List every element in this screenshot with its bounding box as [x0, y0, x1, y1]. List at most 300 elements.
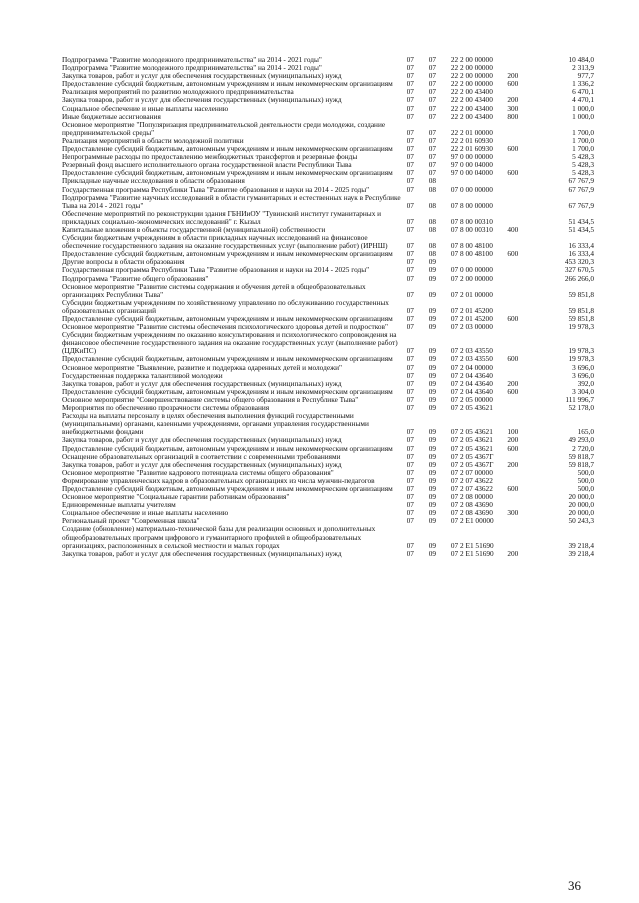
row-subsection: 09: [428, 323, 437, 332]
row-target-article: 07 2 08 00000: [450, 493, 493, 502]
table-row: [62, 315, 594, 323]
row-expense-type: 600: [507, 145, 519, 154]
row-expense-type: 300: [507, 509, 519, 518]
table-row: [62, 461, 594, 469]
row-target-article: 07 2 05 43621: [450, 436, 493, 445]
row-subsection: 07: [428, 169, 437, 178]
row-amount: 59 851,8: [568, 305, 594, 315]
row-amount: 1 700,0: [572, 136, 594, 145]
row-amount: 3 696,0: [572, 363, 594, 372]
row-expense-type: [507, 121, 537, 137]
row-section: 07: [406, 468, 414, 477]
table-row: [62, 412, 594, 436]
row-target-article: 07 2 01 45200: [450, 305, 493, 315]
table-row: [62, 56, 594, 64]
row-name: Формирование управленческих кадров в образовательных организациях из числа мужчин-педагогов: [62, 476, 375, 485]
row-subsection: 09: [428, 315, 437, 323]
row-target-article: 22 2 01 00000: [450, 127, 493, 137]
row-target-article: 22 2 00 43400: [450, 96, 493, 105]
row-subsection: 09: [428, 266, 437, 275]
row-name: Прикладные научные исследования в области образования: [62, 177, 245, 186]
row-name: Предоставление субсидий бюджетным, автономным учреждениям и иным некоммерческим организациям: [62, 355, 393, 364]
row-expense-type: [507, 88, 537, 96]
row-name: Государственная программа Республики Тыва "Развитие образования и науки на 2014 - 2025 годы": [62, 266, 370, 275]
row-amount: 165,0: [577, 427, 594, 437]
table-row: [62, 275, 594, 283]
row-section: 07: [406, 501, 414, 510]
table-row: [62, 96, 594, 104]
row-target-article: 07 8 00 48100: [450, 250, 493, 259]
row-subsection: 09: [428, 371, 437, 380]
row-name: Закупка товаров, работ и услуг для обеспечения государственных (муниципальных) нужд: [62, 549, 342, 558]
row-amount: 6 470,1: [572, 88, 594, 97]
row-name: Основное мероприятие "Популяризация предпринимательской деятельности среди молодежи, создание предпринимательской среды": [62, 120, 386, 137]
row-target-article: 07 8 00 48100: [450, 241, 493, 251]
row-expense-type: 600: [507, 387, 519, 396]
row-target-article: 07 2 07 00000: [450, 468, 493, 477]
row-target-article: 22 2 00 43400: [450, 88, 493, 97]
row-name: Основное мероприятие "Развитие кадрового потенциала системы общего образования": [62, 468, 334, 477]
row-name: Основное мероприятие "Развитие системы содержания и обучения детей в общеобразовательных организациях Республики Тыва": [62, 282, 366, 299]
row-section: 07: [406, 64, 414, 73]
row-subsection: 09: [428, 289, 437, 299]
row-amount: 67 767,9: [568, 177, 594, 186]
row-name: Региональный проект "Современная школа": [62, 517, 200, 526]
table-row: [62, 113, 594, 121]
table-row: [62, 299, 594, 315]
row-section: 07: [406, 104, 414, 113]
row-subsection: 08: [428, 216, 437, 226]
row-name: Расходы на выплаты персоналу в целях обеспечения выполнения функций государственными (муниципальными) органами, казенными учреждениями, органами управления государственными внебюджетными фондами: [62, 412, 369, 437]
row-subsection: 07: [428, 127, 437, 137]
row-amount: 1 000,0: [572, 104, 594, 113]
row-subsection: 09: [428, 468, 437, 477]
row-expense-type: 200: [507, 379, 519, 388]
row-section: 07: [406, 136, 414, 145]
row-section: 07: [406, 436, 414, 445]
row-subsection: 09: [428, 476, 437, 485]
row-expense-type: 200: [507, 549, 519, 558]
row-amount: 500,0: [577, 476, 594, 485]
row-subsection: 07: [428, 145, 437, 154]
row-amount: 2 313,9: [572, 64, 594, 73]
row-expense-type: [507, 453, 537, 461]
table-row: [62, 509, 594, 517]
row-target-article: 07 2 07 43622: [450, 484, 493, 493]
row-amount: 1 336,2: [572, 80, 594, 89]
row-section: 07: [406, 216, 414, 226]
row-expense-type: [507, 161, 537, 169]
row-name: Предоставление субсидий бюджетным, автономным учреждениям и иным некоммерческим организациям: [62, 169, 393, 178]
row-subsection: 09: [428, 346, 437, 356]
table-row: [62, 234, 594, 250]
row-section: 07: [406, 145, 414, 154]
row-section: 07: [406, 185, 414, 194]
row-section: 07: [406, 355, 414, 364]
row-amount: 52 178,0: [568, 404, 594, 413]
row-expense-type: 200: [507, 436, 519, 445]
row-target-article: 07 2 08 43690: [450, 501, 493, 510]
row-amount: 59 851,8: [568, 315, 594, 323]
row-amount: 111 996,7: [565, 395, 594, 404]
table-row: [62, 485, 594, 493]
table-row: [62, 445, 594, 453]
row-expense-type: [507, 234, 537, 250]
row-subsection: 09: [428, 363, 437, 372]
row-amount: 59 851,8: [568, 289, 594, 299]
row-name: Подпрограмма "Развитие молодежного предпринимательства" на 2014 - 2021 годы": [62, 56, 322, 64]
table-row: [62, 469, 594, 477]
row-section: 07: [406, 112, 414, 121]
row-amount: 59 818,7: [568, 452, 594, 461]
row-subsection: 09: [428, 305, 437, 315]
row-amount: 39 218,4: [568, 540, 594, 550]
row-amount: 20 000,0: [568, 501, 594, 510]
row-subsection: 09: [428, 355, 437, 364]
row-amount: 19 978,3: [568, 323, 594, 332]
row-subsection: 09: [428, 379, 437, 388]
row-section: 07: [406, 241, 414, 251]
row-expense-type: [507, 331, 537, 355]
table-row: [62, 477, 594, 485]
row-amount: 3 696,0: [572, 371, 594, 380]
row-name: Основное мероприятие "Развитие системы обеспечения психологического здоровья детей и подростков": [62, 323, 388, 332]
row-name: Закупка товаров, работ и услуг для обеспечения государственных (муниципальных) нужд: [62, 460, 342, 469]
row-amount: 19 978,3: [568, 355, 594, 364]
row-expense-type: 100: [507, 427, 519, 437]
row-name: Социальное обеспечение и иные выплаты населению: [62, 104, 229, 113]
table-row: [62, 210, 594, 226]
row-section: 07: [406, 225, 414, 234]
row-section: 07: [406, 96, 414, 105]
row-amount: 51 434,5: [568, 225, 594, 234]
row-subsection: 07: [428, 64, 437, 73]
row-amount: 327 670,5: [564, 266, 594, 275]
row-target-article: 07 8 00 00310: [450, 216, 493, 226]
row-name: Создание (обновление) материально-технической базы для реализации основных и дополнительных общеобразовательных программ цифрового и гуманитарного профилей в общеобразовательных организациях, расположенных в сельской местности и малых городах: [62, 525, 376, 550]
row-subsection: 09: [428, 460, 437, 469]
row-expense-type: 400: [507, 225, 519, 234]
row-section: 07: [406, 200, 414, 210]
row-section: 07: [406, 540, 414, 550]
table-row: [62, 380, 594, 388]
row-expense-type: [507, 177, 537, 185]
row-section: 07: [406, 493, 414, 502]
row-name: Другие вопросы в области образования: [62, 258, 185, 267]
row-name: Социальное обеспечение и иные выплаты населению: [62, 509, 229, 518]
row-name: Предоставление субсидий бюджетным, автономным учреждениям и иным некоммерческим организациям: [62, 387, 393, 396]
row-subsection: 09: [428, 436, 437, 445]
row-section: 07: [406, 387, 414, 396]
row-subsection: 07: [428, 136, 437, 145]
row-amount: 67 767,9: [568, 200, 594, 210]
row-expense-type: [507, 153, 537, 161]
row-amount: 19 978,3: [568, 346, 594, 356]
row-section: 07: [406, 169, 414, 178]
row-section: 07: [406, 266, 414, 275]
row-expense-type: [507, 493, 537, 501]
row-target-article: 07 2 E1 51690: [450, 540, 494, 550]
row-name: Субсидии бюджетным учреждениям по хозяйственному управлению по обслуживанию государственных образовательных организаций: [62, 298, 389, 315]
table-row: [62, 525, 594, 549]
table-row: [62, 226, 594, 234]
row-subsection: 07: [428, 72, 437, 81]
row-target-article: 22 2 01 60930: [450, 145, 493, 154]
table-row: [62, 501, 594, 509]
row-amount: 39 218,4: [568, 549, 594, 558]
row-target-article: 07 2 05 4367Г: [450, 452, 494, 461]
row-target-article: 07 2 05 00000: [450, 395, 493, 404]
row-expense-type: 600: [507, 315, 519, 323]
row-expense-type: 200: [507, 72, 519, 81]
row-subsection: 07: [428, 96, 437, 105]
row-target-article: 07 2 08 43690: [450, 509, 493, 518]
row-expense-type: [507, 372, 537, 380]
row-target-article: 97 0 00 00000: [450, 153, 493, 162]
row-name: Единовременные выплаты учителям: [62, 501, 176, 510]
row-section: 07: [406, 127, 414, 137]
row-expense-type: [507, 137, 537, 145]
row-subsection: 08: [428, 200, 437, 210]
row-subsection: 09: [428, 549, 437, 558]
table-row: [62, 105, 594, 113]
row-target-article: 22 2 00 00000: [450, 56, 493, 64]
row-section: 07: [406, 517, 414, 526]
row-target-article: [451, 177, 507, 185]
budget-table: [62, 56, 594, 558]
row-expense-type: [507, 194, 537, 210]
row-target-article: 07 2 03 43550: [450, 355, 493, 364]
row-section: 07: [406, 258, 414, 267]
row-target-article: 07 0 00 00000: [450, 185, 493, 194]
row-expense-type: [507, 469, 537, 477]
row-expense-type: [507, 275, 537, 283]
row-expense-type: 600: [507, 484, 519, 493]
table-row: [62, 194, 594, 210]
row-name: Закупка товаров, работ и услуг для обеспечения государственных (муниципальных) нужд: [62, 72, 342, 81]
row-expense-type: 800: [507, 112, 519, 121]
row-amount: 500,0: [577, 468, 594, 477]
table-row: [62, 250, 594, 258]
row-target-article: 07 0 00 00000: [450, 266, 493, 275]
row-name: Государственная программа Республики Тыва "Развитие образования и науки на 2014 - 2025 годы": [62, 185, 370, 194]
row-subsection: 09: [428, 452, 437, 461]
row-amount: 4 470,1: [572, 96, 594, 105]
row-amount: 10 484,0: [568, 56, 594, 64]
row-target-article: 07 8 00 00000: [450, 200, 493, 210]
row-expense-type: 200: [507, 96, 519, 105]
row-section: 07: [406, 72, 414, 81]
row-section: 07: [406, 305, 414, 315]
row-name: Иные бюджетные ассигнования: [62, 112, 161, 121]
table-row: [62, 186, 594, 194]
row-expense-type: 300: [507, 104, 519, 113]
table-row: [62, 169, 594, 177]
row-section: 07: [406, 476, 414, 485]
row-amount: 977,7: [577, 72, 594, 81]
row-expense-type: [507, 64, 537, 72]
row-target-article: 07 2 05 43621: [450, 427, 493, 437]
row-section: 07: [406, 80, 414, 89]
row-subsection: 09: [428, 387, 437, 396]
row-section: 07: [406, 379, 414, 388]
row-amount: 49 293,0: [568, 436, 594, 445]
row-subsection: 07: [428, 88, 437, 97]
row-subsection: 07: [428, 153, 437, 162]
row-name: Реализация мероприятий по развитию молодежного предпринимательства: [62, 88, 294, 97]
row-subsection: 07: [428, 104, 437, 113]
row-target-article: 22 2 00 00000: [450, 64, 493, 73]
table-row: [62, 364, 594, 372]
row-expense-type: [507, 501, 537, 509]
row-amount: 3 304,0: [572, 387, 594, 396]
row-subsection: 07: [428, 161, 437, 170]
row-name: Подпрограмма "Развитие молодежного предпринимательства" на 2014 - 2021 годы": [62, 64, 322, 73]
row-subsection: 09: [428, 540, 437, 550]
row-amount: 5 428,3: [572, 169, 594, 178]
row-section: 07: [406, 549, 414, 558]
row-section: 07: [406, 274, 414, 283]
row-amount: 20 000,0: [568, 493, 594, 502]
table-row: [62, 493, 594, 501]
row-target-article: 07 2 04 43640: [450, 387, 493, 396]
row-expense-type: [507, 404, 537, 412]
row-section: 07: [406, 460, 414, 469]
row-amount: 50 243,3: [568, 517, 594, 526]
row-target-article: 07 2 E1 51690: [450, 549, 494, 558]
row-expense-type: [507, 323, 537, 331]
row-name: Обеспечение мероприятий по реконструкции здания ГБНИиОУ "Тувинский институт гуманитарных и прикладных социально-экономических исследований" г. Кызыл: [62, 209, 382, 226]
row-expense-type: 600: [507, 169, 519, 178]
row-name: Закупка товаров, работ и услуг для обеспечения государственных (муниципальных) нужд: [62, 379, 342, 388]
table-row: [62, 266, 594, 274]
row-amount: 59 818,7: [568, 460, 594, 469]
row-target-article: 22 2 01 60930: [450, 136, 493, 145]
row-amount: 500,0: [577, 484, 594, 493]
row-target-article: 07 2 E1 00000: [450, 517, 494, 526]
table-row: [62, 517, 594, 525]
row-subsection: 09: [428, 427, 437, 437]
row-target-article: 22 2 00 43400: [450, 112, 493, 121]
row-target-article: 07 2 01 45200: [450, 315, 493, 323]
row-subsection: 09: [428, 404, 437, 413]
table-row: [62, 453, 594, 461]
row-amount: 2 720,0: [572, 444, 594, 453]
row-subsection: 09: [428, 493, 437, 502]
row-expense-type: 600: [507, 80, 519, 89]
row-section: 07: [406, 452, 414, 461]
row-expense-type: [507, 56, 537, 64]
row-target-article: 07 2 01 00000: [450, 289, 493, 299]
table-row: [62, 80, 594, 88]
row-name: Субсидии бюджетным учреждениям по оказанию консультирования и психологического сопровождения на финансовое обеспечение государственного задания на оказание государственных услуг (выполнение работ) (ЦДКиПС): [62, 331, 398, 356]
row-expense-type: [507, 299, 537, 315]
row-amount: 16 333,4: [568, 250, 594, 259]
table-row: [62, 145, 594, 153]
row-target-article: 07 2 03 00000: [450, 323, 493, 332]
row-section: 07: [406, 363, 414, 372]
row-subsection: 09: [428, 258, 437, 267]
row-target-article: [451, 258, 507, 266]
row-amount: 5 428,3: [572, 161, 594, 170]
row-expense-type: [507, 364, 537, 372]
row-subsection: 08: [428, 250, 437, 259]
row-name: Подпрограмма "Развитие общего образования": [62, 274, 209, 283]
row-expense-type: [507, 396, 537, 404]
row-expense-type: 600: [507, 355, 519, 364]
row-name: Закупка товаров, работ и услуг для обеспечения государственных (муниципальных) нужд: [62, 96, 342, 105]
table-row: [62, 161, 594, 169]
row-target-article: 07 2 07 43622: [450, 476, 493, 485]
row-section: 07: [406, 371, 414, 380]
row-amount: 1 000,0: [572, 112, 594, 121]
row-name: Предоставление субсидий бюджетным, автономным учреждениям и иным некоммерческим организациям: [62, 484, 393, 493]
row-target-article: 07 2 04 43640: [450, 379, 493, 388]
row-name: Капитальные вложения в объекты государственной (муниципальной) собственности: [62, 225, 326, 234]
row-amount: 1 700,0: [572, 145, 594, 154]
row-target-article: 07 2 05 43621: [450, 444, 493, 453]
row-subsection: 08: [428, 241, 437, 251]
row-name: Субсидии бюджетным учреждениям в области прикладных научных исследований на финансовое обеспечение государственного задания на оказание государственных услуг (выполнение работ) (ИРНШ): [62, 234, 388, 251]
table-row: [62, 550, 594, 558]
row-expense-type: 200: [507, 460, 519, 469]
row-name: Предоставление субсидий бюджетным, автономным учреждениям и иным некоммерческим организациям: [62, 444, 393, 453]
row-amount: 20 000,0: [568, 509, 594, 518]
row-expense-type: 600: [507, 250, 519, 259]
row-name: Государственная поддержка талантливой молодежи: [62, 371, 223, 380]
table-row: [62, 153, 594, 161]
table-row: [62, 323, 594, 331]
table-row: [62, 258, 594, 266]
row-name: Предоставление субсидий бюджетным, автономным учреждениям и иным некоммерческим организациям: [62, 315, 393, 323]
row-target-article: 22 2 00 43400: [450, 104, 493, 113]
row-target-article: 07 2 04 43640: [450, 371, 493, 380]
row-name: Оснащение образовательных организаций в соответствии с современными требованиями: [62, 452, 341, 461]
row-expense-type: [507, 283, 537, 299]
table-row: [62, 121, 594, 137]
table-row: [62, 64, 594, 72]
row-section: 07: [406, 88, 414, 97]
table-row: [62, 355, 594, 363]
row-amount: 67 767,9: [568, 185, 594, 194]
row-amount: 16 333,4: [568, 241, 594, 251]
row-section: 07: [406, 404, 414, 413]
row-name: Предоставление субсидий бюджетным, автономным учреждениям и иным некоммерческим организациям: [62, 145, 393, 154]
row-section: 07: [406, 395, 414, 404]
budget-table-body: [62, 56, 594, 558]
row-expense-type: [507, 258, 537, 266]
row-expense-type: [507, 186, 537, 194]
row-expense-type: [507, 517, 537, 525]
row-amount: 51 434,5: [568, 216, 594, 226]
row-amount: 1 700,0: [572, 127, 594, 137]
table-row: [62, 396, 594, 404]
table-row: [62, 404, 594, 412]
row-subsection: 09: [428, 444, 437, 453]
row-target-article: 07 2 04 00000: [450, 363, 493, 372]
row-section: 07: [406, 161, 414, 170]
row-subsection: 09: [428, 501, 437, 510]
row-section: 07: [406, 153, 414, 162]
row-name: Основное мероприятие "Социальные гарантии работникам образования": [62, 493, 290, 502]
row-expense-type: [507, 525, 537, 549]
row-section: 07: [406, 346, 414, 356]
row-amount: 392,0: [577, 379, 594, 388]
row-target-article: 07 8 00 00310: [450, 225, 493, 234]
row-target-article: 97 0 00 04000: [450, 169, 493, 178]
table-row: [62, 88, 594, 96]
row-expense-type: 600: [507, 444, 519, 453]
